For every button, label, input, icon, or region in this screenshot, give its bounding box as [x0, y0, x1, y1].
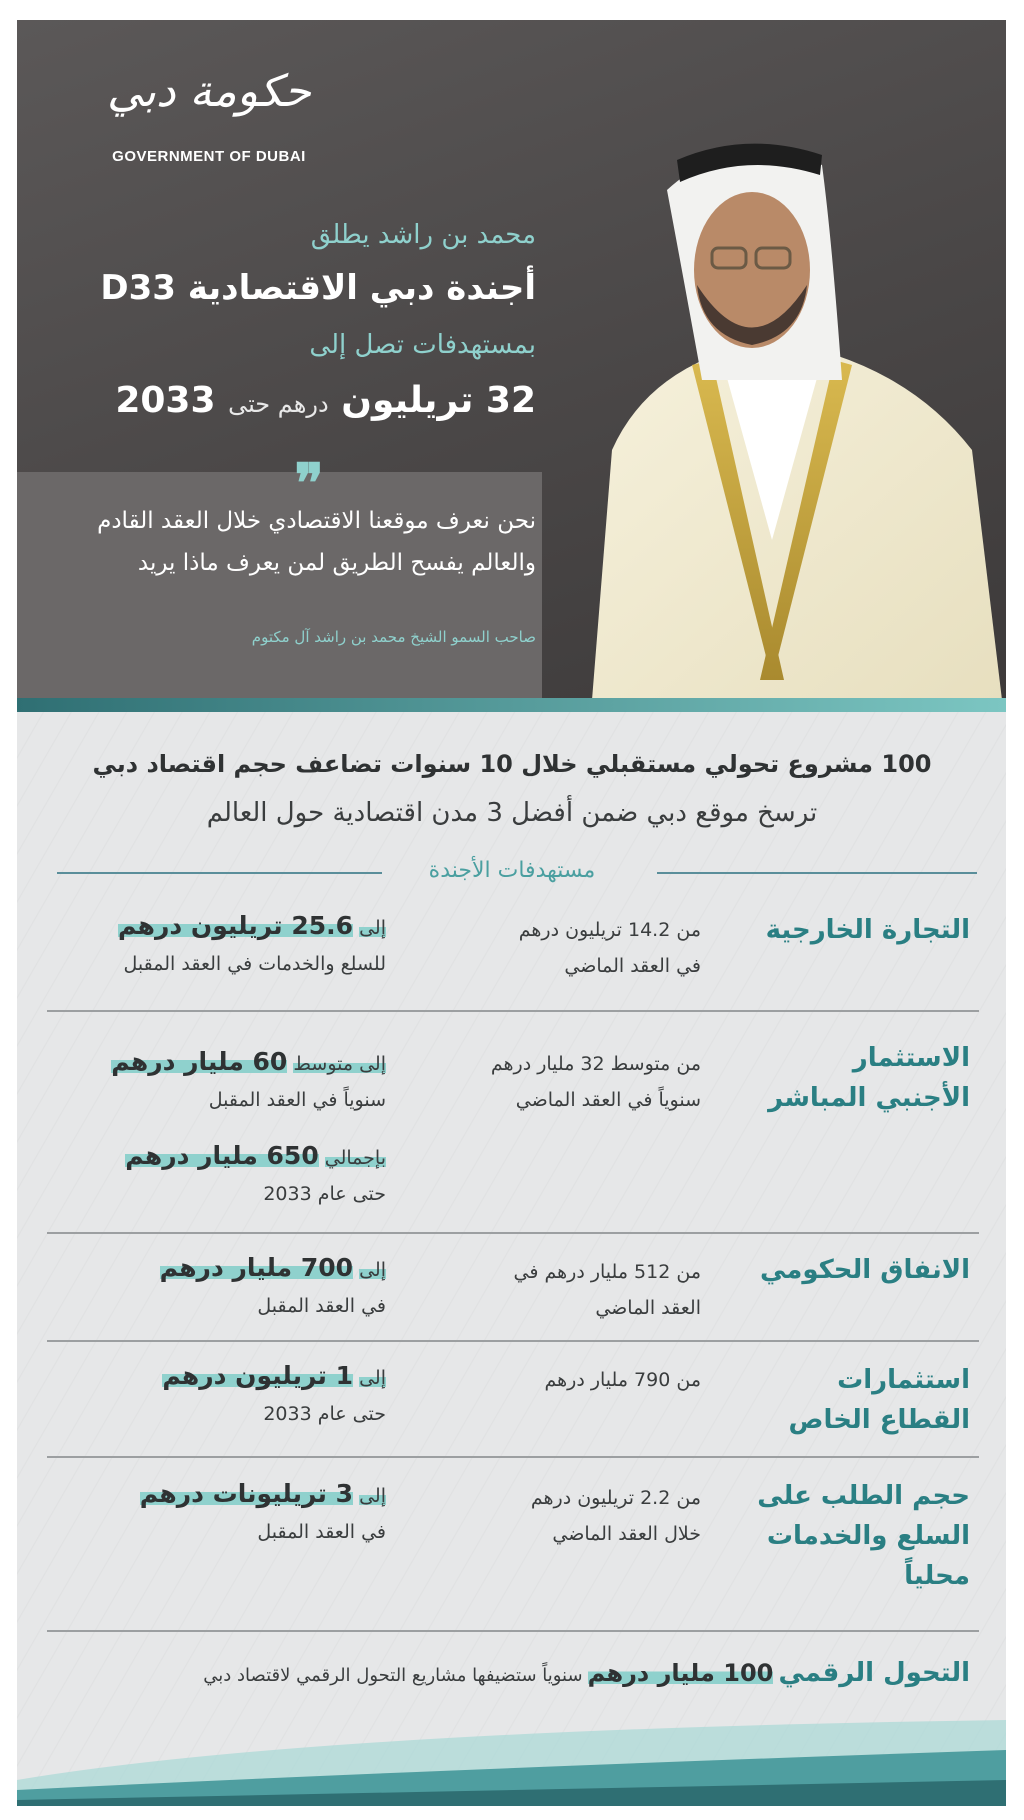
row-from-local-demand [421, 1480, 701, 1552]
from-line-2: العقد الماضي [595, 1297, 701, 1319]
row-title-private-investment: استثمارات القطاع الخاص [788, 1365, 970, 1435]
to-prefix: إلى متوسط [293, 1053, 386, 1075]
to-prefix: إلى [359, 917, 386, 939]
from-line-1: من 790 مليار درهم [544, 1369, 701, 1391]
row-from-private-investment [421, 1362, 701, 1398]
to-line-2: في العقد المقبل [257, 1521, 386, 1543]
row-to-local-demand [46, 1476, 386, 1550]
quote-author: صاحب السمو الشيخ محمد بن راشد آل مكتوم [251, 628, 536, 646]
to-amount: 60 مليار درهم [111, 1047, 288, 1076]
hero-section [17, 20, 1006, 700]
subline: ترسخ موقع دبي ضمن أفضل 3 مدن اقتصادية حول العالم [206, 798, 818, 828]
hero-target-unit: درهم حتى [228, 390, 329, 418]
hero-title: أجندة دبي الاقتصادية D33 [100, 268, 536, 308]
to-amount: 650 مليار درهم [125, 1141, 319, 1170]
targets-divider-right [657, 872, 977, 874]
to-amount: 3 تريليونات درهم [139, 1479, 354, 1508]
hero-target-amount: 32 تريليون [341, 380, 536, 421]
headline: 100 مشروع تحولي مستقبلي خلال 10 سنوات تضاعف حجم اقتصاد دبي [92, 750, 932, 778]
row-separator [47, 1456, 979, 1458]
to-amount: 25.6 تريليون درهم [118, 911, 354, 940]
digital-text: سنوياً ستضيفها مشاريع التحول الرقمي لاقتصاد دبي [203, 1665, 583, 1686]
to-prefix: بإجمالي [324, 1147, 386, 1169]
row-separator [47, 1630, 979, 1632]
row-to-foreign-trade [46, 908, 386, 982]
row-to-fdi [46, 1044, 386, 1118]
to-amount: 1 تريليون درهم [162, 1361, 354, 1390]
government-logo-english: GOVERNMENT OF DUBAI [112, 148, 306, 165]
row-to-private-investment [46, 1358, 386, 1432]
quote-text: نحن نعرف موقعنا الاقتصادي خلال العقد القادم والعالم يفسح الطريق لمن يعرف ماذا يريد [97, 508, 536, 576]
to-line-2: سنوياً في العقد المقبل [208, 1089, 386, 1111]
from-line-2: خلال العقد الماضي [552, 1523, 701, 1545]
from-line-1: من متوسط 32 مليار درهم [490, 1053, 701, 1075]
row-separator [47, 1340, 979, 1342]
row-from-foreign-trade [421, 912, 701, 984]
to-prefix: إلى [359, 1485, 386, 1507]
infographic-card [17, 20, 1006, 1806]
row-title-gov-spending: الانفاق الحكومي [759, 1255, 970, 1285]
targets-divider-left [57, 872, 382, 874]
from-line-2: سنوياً في العقد الماضي [515, 1089, 701, 1111]
row-to-fdi-total [46, 1138, 386, 1212]
portrait-image [572, 120, 1006, 700]
digital-title: التحول الرقمي [778, 1658, 970, 1688]
to-prefix: إلى [359, 1367, 386, 1389]
from-line-2: في العقد الماضي [564, 955, 701, 977]
targets-title: مستهدفات الأجندة [428, 858, 596, 883]
quote-mark-icon: ❞ [294, 451, 324, 515]
hero-line-3: بمستهدفات تصل إلى [309, 330, 536, 360]
digital-transformation-line [40, 1658, 970, 1688]
to-amount: 700 مليار درهم [159, 1253, 354, 1282]
to-line-2: حتى عام 2033 [263, 1183, 386, 1205]
row-title-fdi: الاستثمار الأجنبي المباشر [768, 1043, 970, 1113]
from-line-1: من 2.2 تريليون درهم [530, 1487, 701, 1509]
row-to-gov-spending [46, 1250, 386, 1324]
row-from-fdi [421, 1046, 701, 1118]
footer-wave [17, 1710, 1006, 1806]
from-line-1: من 512 مليار درهم في [513, 1261, 701, 1283]
hero-target-year: 2033 [115, 380, 216, 421]
row-separator [47, 1010, 979, 1012]
to-line-2: في العقد المقبل [257, 1295, 386, 1317]
to-line-2: للسلع والخدمات في العقد المقبل [123, 953, 386, 975]
row-title-foreign-trade: التجارة الخارجية [765, 915, 970, 945]
row-from-gov-spending [421, 1254, 701, 1326]
to-prefix: إلى [359, 1259, 386, 1281]
row-title-local-demand: حجم الطلب على السلع والخدمات محلياً [757, 1481, 970, 1591]
digital-amount: 100 مليار درهم [587, 1659, 774, 1687]
hero-line-1: محمد بن راشد يطلق [310, 220, 536, 250]
hero-target [115, 380, 536, 421]
government-logo-arabic: حكومة دبي [107, 66, 311, 117]
row-separator [47, 1232, 979, 1234]
to-line-2: حتى عام 2033 [263, 1403, 386, 1425]
from-line-1: من 14.2 تريليون درهم [518, 919, 701, 941]
teal-divider-band [17, 698, 1006, 712]
